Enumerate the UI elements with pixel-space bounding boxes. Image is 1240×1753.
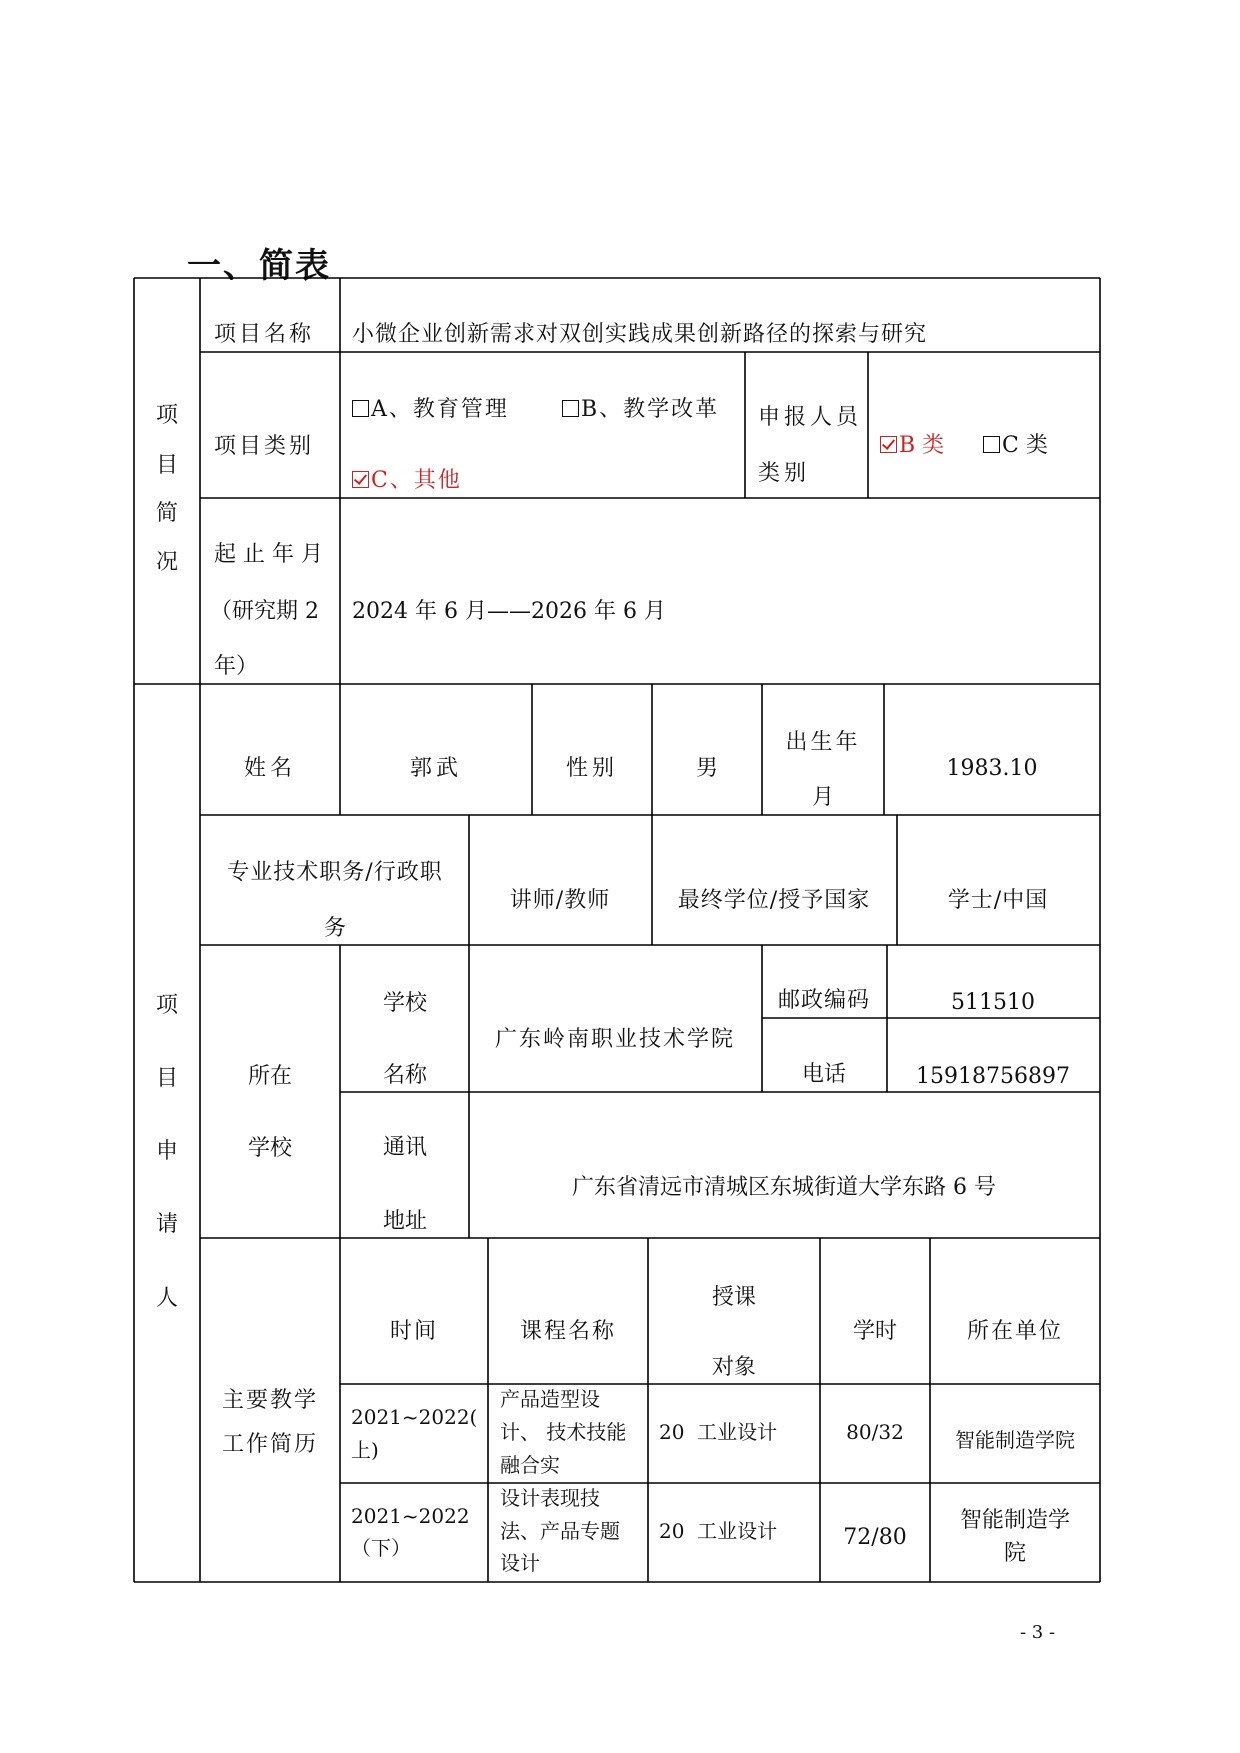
school-name-label-line1: 学校	[382, 991, 428, 1016]
row-target: 20 工业设计	[659, 1420, 778, 1444]
postcode-value: 511510	[951, 990, 1035, 1015]
row-course-line1: 产品造型设	[500, 1387, 600, 1411]
postcode-label: 邮政编码	[777, 988, 871, 1013]
page-heading: 一、简表	[187, 246, 331, 286]
teaching-header-target-line2: 对象	[711, 1355, 757, 1380]
teaching-header-hours: 学时	[852, 1319, 898, 1344]
row-hours: 80/32	[846, 1420, 904, 1444]
gender-value: 男	[695, 756, 719, 781]
row-target: 20 工业设计	[659, 1519, 778, 1543]
row-hours: 72/80	[843, 1525, 907, 1550]
title-label-line1: 专业技术职务/行政职	[227, 860, 443, 885]
applicant-class-label-line2: 类别	[758, 461, 811, 486]
teaching-header-course: 课程名称	[519, 1319, 617, 1344]
applicant-class-label-line1: 申报人员	[758, 405, 863, 430]
school-group-label-line1: 所在	[247, 1064, 293, 1089]
row-course-line2: 法、产品专题	[500, 1519, 620, 1543]
row-course-line2: 计、 技术技能	[500, 1420, 627, 1444]
teaching-label-line2: 工作简历	[221, 1432, 319, 1457]
applicant-class-option-b[interactable]: B 类	[880, 435, 944, 457]
side-char: 况	[155, 550, 179, 575]
row-course-line3: 设计	[500, 1551, 540, 1575]
side-char: 简	[155, 501, 179, 526]
name-value: 郭武	[409, 756, 463, 781]
row-course-line3: 融合实	[500, 1453, 560, 1477]
project-name-label: 项目名称	[214, 322, 315, 347]
teaching-header-unit: 所在单位	[966, 1319, 1064, 1344]
side-char: 人	[155, 1286, 179, 1311]
page-number: - 3 -	[1020, 1622, 1056, 1643]
side-char: 目	[155, 453, 179, 478]
row-course-line1: 设计表现技	[500, 1486, 600, 1510]
row-time-line1: 2021~2022	[351, 1504, 470, 1528]
checkbox-unchecked-icon	[983, 436, 1000, 453]
side-char: 项	[155, 993, 179, 1018]
degree-value: 学士/中国	[947, 888, 1049, 913]
teaching-header-target-line1: 授课	[711, 1285, 757, 1310]
school-name-label-line2: 名称	[382, 1063, 428, 1088]
checkbox-checked-icon	[880, 436, 897, 453]
teaching-label-line1: 主要教学	[221, 1388, 319, 1413]
project-name-value: 小微企业创新需求对双创实践成果创新路径的探索与研究	[352, 322, 928, 347]
teaching-header-time: 时间	[389, 1319, 439, 1344]
school-group-label-line2: 学校	[247, 1136, 293, 1161]
checkbox-unchecked-icon	[352, 400, 369, 417]
phone-value: 15918756897	[916, 1064, 1070, 1089]
period-label-line2: （研究期 2	[210, 599, 319, 624]
name-label: 姓名	[243, 756, 297, 781]
address-label-line2: 地址	[382, 1209, 428, 1234]
category-option-b[interactable]: B、教学改革	[562, 399, 719, 421]
birth-label-line1: 出生年	[785, 730, 861, 755]
row-time-line2: （下）	[351, 1536, 411, 1560]
period-label-line3: 年）	[214, 654, 259, 679]
school-name-value: 广东岭南职业技术学院	[494, 1027, 736, 1052]
checkbox-checked-icon	[352, 471, 369, 488]
birth-label-line2: 月	[811, 785, 835, 810]
period-value: 2024 年 6 月——2026 年 6 月	[352, 599, 666, 624]
row-unit-line1: 智能制造学院	[955, 1428, 1075, 1452]
applicant-class-option-c[interactable]: C 类	[983, 435, 1048, 457]
row-time-line2: 上)	[351, 1438, 379, 1462]
row-unit-line1: 智能制造学	[959, 1508, 1071, 1533]
side-char: 请	[155, 1212, 179, 1237]
side-char: 目	[155, 1066, 179, 1091]
address-label-line1: 通讯	[382, 1135, 428, 1160]
checkbox-unchecked-icon	[562, 400, 579, 417]
phone-label: 电话	[801, 1062, 847, 1087]
period-label-line1: 起 止 年 月	[214, 542, 323, 567]
title-value: 讲师/教师	[509, 888, 611, 913]
degree-label: 最终学位/授予国家	[677, 888, 871, 913]
row-time-line1: 2021~2022(	[351, 1405, 478, 1429]
row-unit-line2: 院	[1003, 1541, 1027, 1566]
title-label-line2: 务	[323, 916, 347, 941]
project-category-label: 项目类别	[214, 434, 315, 459]
side-char: 项	[155, 403, 179, 428]
category-option-c[interactable]: C、其他	[352, 470, 462, 492]
category-option-a[interactable]: A、教育管理	[352, 399, 509, 421]
side-char: 申	[155, 1139, 179, 1164]
gender-label: 性别	[565, 756, 619, 781]
address-value: 广东省清远市清城区东城街道大学东路 6 号	[572, 1175, 996, 1200]
birth-value: 1983.10	[946, 756, 1038, 781]
